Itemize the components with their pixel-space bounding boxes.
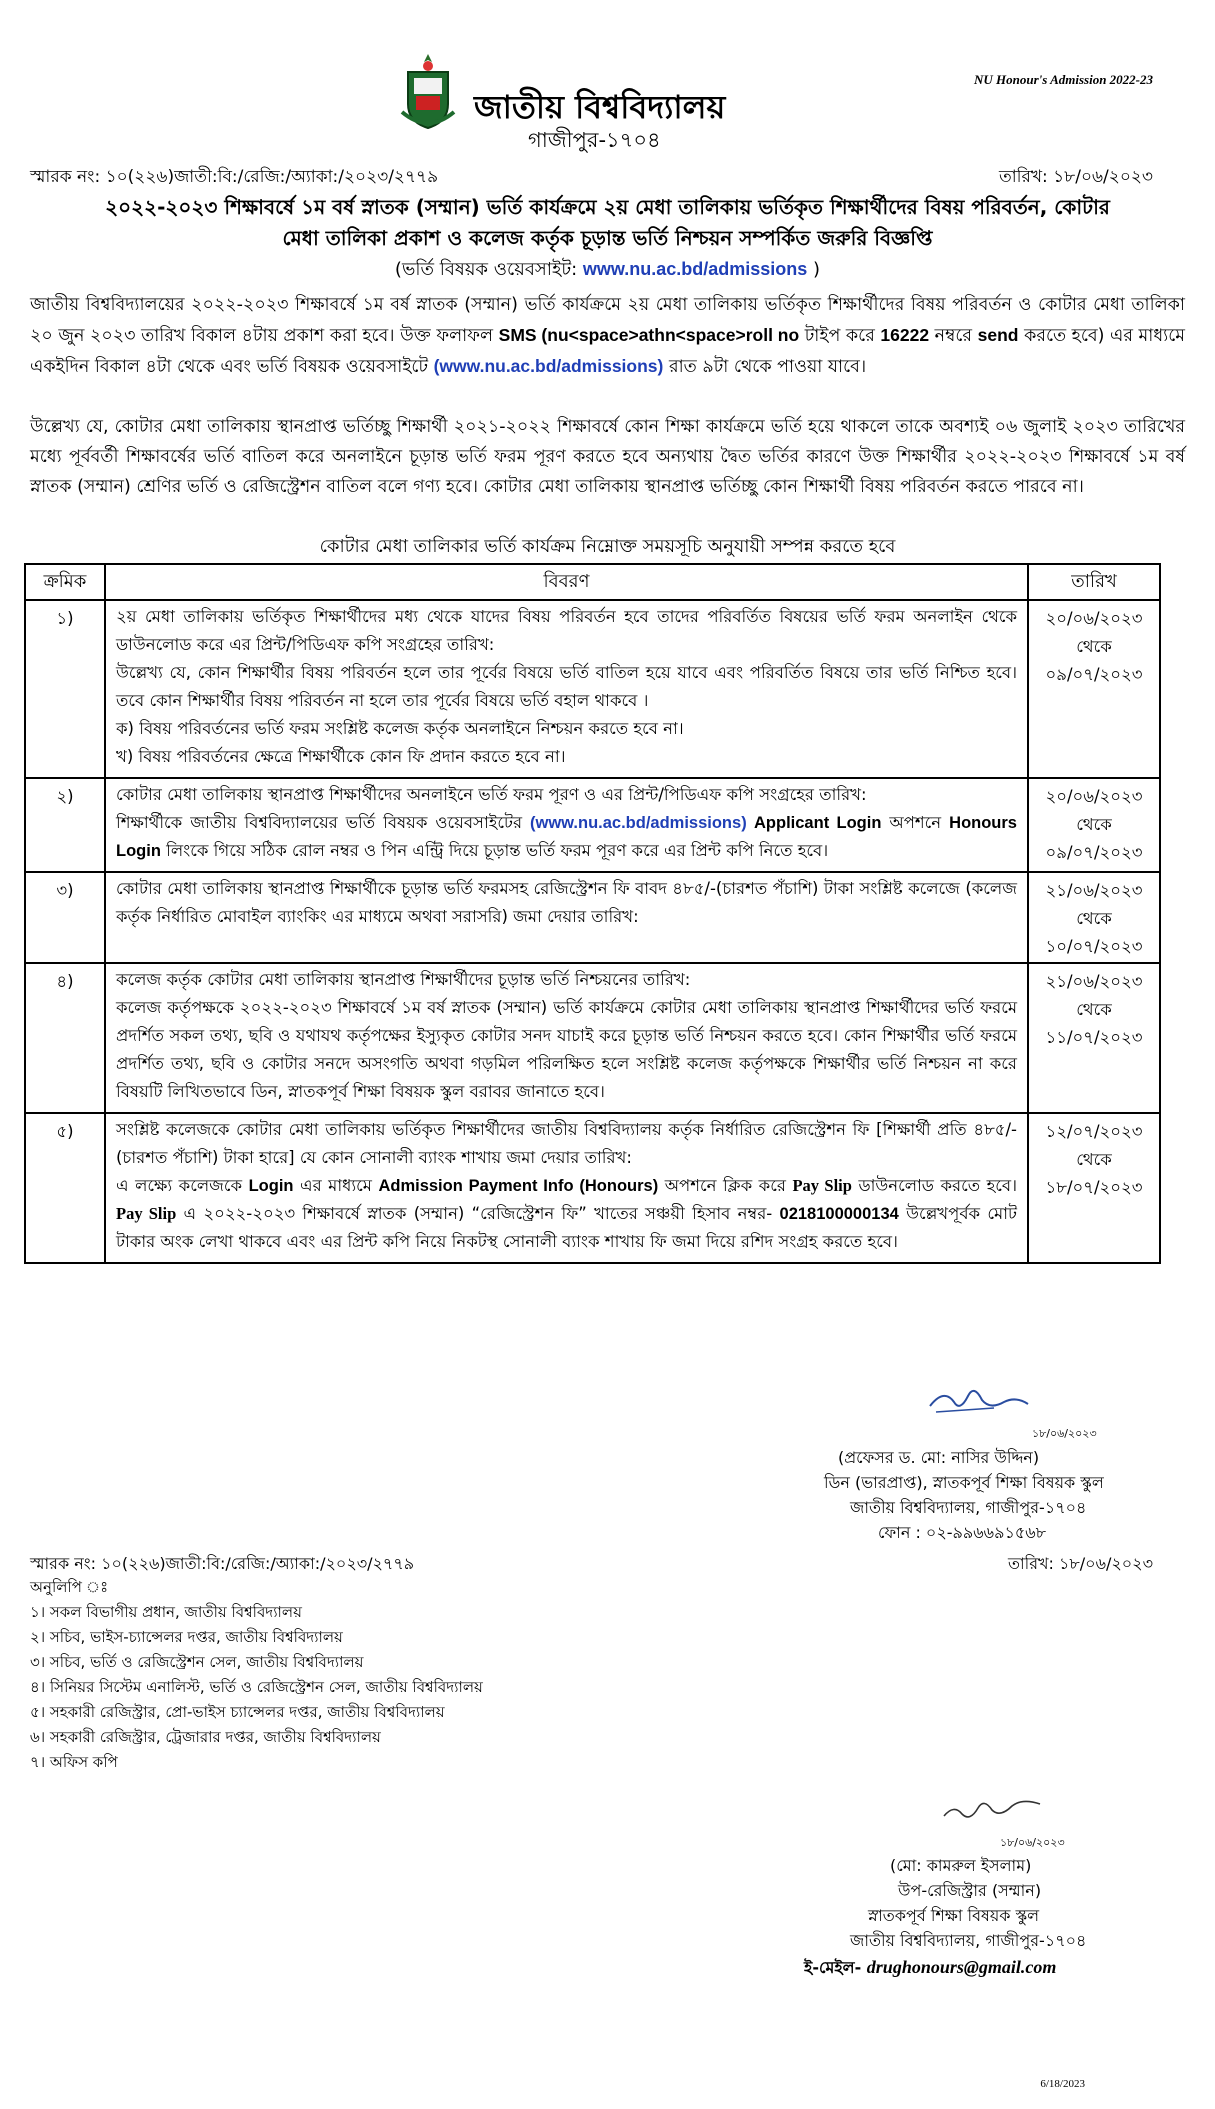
copy-item: ২। সচিব, ভাইস-চ্যান্সেলর দপ্তর, জাতীয় বিশ্ববিদ্যালয়: [30, 1628, 343, 1646]
row1-line: ২য় মেধা তালিকায় ভর্তিকৃত শিক্ষার্থীদের মধ্য থেকে যাদের বিষয় পরিবর্তন হবে তাদের পরিবর্তিত বিষয়ের ভর্তি ফরম অনলাইন থেকে ডাউনলোড করে এর প্রিন্ট/পিডিএফ কপি সংগ্রহের তারিখ:: [116, 607, 1017, 654]
row-serial: ৩): [25, 872, 105, 963]
sms-format: SMS (nu<space>athn<space>roll no: [498, 325, 800, 345]
table-row: [25, 1113, 1160, 1263]
row4-line: কলেজ কর্তৃক কোটার মেধা তালিকায় স্থানপ্রাপ্ত শিক্ষার্থীদের চূড়ান্ত ভর্তি নিশ্চয়নের তারিখ:: [116, 970, 691, 989]
table-header-row: [25, 564, 1160, 600]
table-row: [25, 778, 1160, 872]
date-mid: থেকে: [1076, 1000, 1112, 1019]
email-line: [804, 1955, 1056, 1980]
row-description: [105, 778, 1028, 872]
row-description: [105, 600, 1028, 778]
header-description: বিবরণ: [105, 564, 1028, 600]
date-to: ১০/০৭/২০২৩: [1045, 937, 1143, 956]
row-dates: [1028, 778, 1160, 872]
date-from: ২১/০৬/২০২৩: [1045, 972, 1143, 991]
footer-date: 6/18/2023: [1040, 2078, 1085, 2090]
admission-tag: NU Honour's Admission 2022-23: [973, 72, 1153, 87]
row1-line: ক) বিষয় পরিবর্তনের ভর্তি ফরম সংশ্লিষ্ট কলেজ কর্তৃক অনলাইনে নিশ্চয়ন করতে হবে না।: [116, 719, 684, 738]
notice-title-line-1: ২০২২-২০২৩ শিক্ষাবর্ষে ১ম বর্ষ স্নাতক (সম্মান) ভর্তি কার্যক্রমে ২য় মেধা তালিকায় ভর্তিকৃত শিক্ষার্থীদের বিষয় পরিবর্তন, কোটার: [105, 195, 1110, 219]
row-description: [105, 963, 1028, 1113]
copy-date: তারিখ: ১৮/০৬/২০২৩: [1008, 1554, 1153, 1573]
date-mid: থেকে: [1076, 637, 1112, 656]
notice-date: তারিখ: ১৮/০৬/২০২৩: [998, 167, 1153, 187]
deputy-registrar-signature-date: ১৮/০৬/২০২৩: [1000, 1836, 1065, 1849]
deputy-registrar-address: জাতীয় বিশ্ববিদ্যালয়, গাজীপুর-১৭০৪: [850, 1931, 1087, 1950]
website-line: [30, 254, 1185, 285]
date-mid: থেকে: [1076, 1150, 1112, 1169]
row2-text: লিংকে গিয়ে সঠিক রোল নম্বর ও পিন এন্ট্রি দিয়ে চূড়ান্ত ভর্তি ফরম পূরণ করে এর প্রিন্ট কপি নিতে হবে।: [160, 841, 829, 860]
applicant-login-label: Applicant Login: [746, 814, 882, 832]
row-description: কোটার মেধা তালিকায় স্থানপ্রাপ্ত শিক্ষার্থীকে চূড়ান্ত ভর্তি ফরমসহ রেজিস্ট্রেশন ফি বাবদ ৪৮৫/-(চারশত পঁচাশি) টাকা সংশ্লিষ্ট কলেজে (কলেজ কর্তৃক নির্ধারিত মোবাইল ব্যাংকিং এর মাধ্যমে অথবা সরাসরি) জমা দেয়ার তারিখ:: [105, 872, 1028, 963]
row-dates: [1028, 600, 1160, 778]
row2-line: কোটার মেধা তালিকায় স্থানপ্রাপ্ত শিক্ষার্থীদের অনলাইনে ভর্তি ফরম পূরণ ও এর প্রিন্ট/পিডিএফ কপি সংগ্রহের তারিখ:: [116, 785, 867, 804]
copy-heading: অনুলিপি ঃ: [30, 1578, 109, 1596]
copy-memo-number: স্মারক নং: ১০(২২৬)জাতী:বি:/রেজি:/অ্যাকা:/২০২৩/২৭৭৯: [30, 1554, 415, 1573]
website-prefix: (ভর্তি বিষয়ক ওয়েবসাইট:: [394, 259, 583, 280]
copy-item: ৩। সচিব, ভর্তি ও রেজিস্ট্রেশন সেল, জাতীয় বিশ্ববিদ্যালয়: [30, 1653, 364, 1671]
row5-line: সংশ্লিষ্ট কলেজকে কোটার মেধা তালিকায় ভর্তিকৃত শিক্ষার্থীদের জাতীয় বিশ্ববিদ্যালয় কর্তৃক নির্ধারিত রেজিস্ট্রেশন ফি [শিক্ষার্থী প্রতি ৪৮৫/- (চারশত পঁচাশি) টাকা হারে] যে কোন সোনালী ব্যাংক শাখায় জমা দেয়ার তারিখ:: [116, 1120, 1017, 1167]
date-to: ১৮/০৭/২০২৩: [1045, 1178, 1143, 1197]
deputy-registrar-school: স্নাতকপূর্ব শিক্ষা বিষয়ক স্কুল: [868, 1906, 1040, 1925]
dean-name: (প্রফেসর ড. মো: নাসির উদ্দিন): [838, 1448, 1040, 1467]
date-mid: থেকে: [1076, 909, 1112, 928]
dean-phone: ফোন : ০২-৯৯৬৬৯১৫৬৮: [878, 1523, 1047, 1542]
payment-info-label: Admission Payment Info (Honours): [378, 1177, 659, 1195]
pay-slip-label: Pay Slip: [116, 1204, 177, 1223]
intro-text-1: জাতীয় বিশ্ববিদ্যালয়ের ২০২২-২০২৩ শিক্ষাবর্ষে ১ম বর্ষ স্নাতক (সম্মান) ভর্তি কার্যক্রমে ২য় মেধা তালিকায় ভর্তিকৃত শিক্ষার্থীদের বিষয় পরিবর্তন ও কোটার মেধা তালিকা ২০ জুন ২০২৩ তারিখ বিকাল ৪টায় প্রকাশ করা হবে। উক্ত ফলাফল: [30, 295, 1185, 346]
university-name: জাতীয় বিশ্ববিদ্যালয়: [474, 88, 726, 126]
dean-designation: ডিন (ভারপ্রাপ্ত), স্নাতকপূর্ব শিক্ষা বিষয়ক স্কুল: [824, 1473, 1104, 1492]
honours-login-label: Honours Login: [116, 814, 1017, 860]
row-dates: [1028, 872, 1160, 963]
table-row: [25, 600, 1160, 778]
date-to: ১১/০৭/২০২৩: [1045, 1028, 1143, 1047]
university-address: গাজীপুর-১৭০৪: [528, 128, 661, 152]
date-to: ০৯/০৭/২০২৩: [1045, 665, 1143, 684]
header-serial: ক্রমিক: [25, 564, 105, 600]
dean-address: জাতীয় বিশ্ববিদ্যালয়, গাজীপুর-১৭০৪: [850, 1498, 1087, 1517]
intro-paragraph: [30, 290, 1185, 382]
pay-slip-label: Pay Slip: [792, 1176, 852, 1195]
website-link[interactable]: www.nu.ac.bd/admissions: [582, 259, 808, 279]
date-from: ২১/০৬/২০২৩: [1045, 881, 1143, 900]
intro-text-2: টাইপ করে: [799, 326, 881, 346]
intro-text-3: নম্বরে: [929, 326, 978, 346]
row-serial: ৫): [25, 1113, 105, 1263]
quota-note-paragraph: উল্লেখ্য যে, কোটার মেধা তালিকায় স্থানপ্রাপ্ত ভর্তিচ্ছু শিক্ষার্থী ২০২১-২০২২ শিক্ষাবর্ষে কোন শিক্ষা কার্যক্রমে ভর্তি হয়ে থাকলে তাকে অবশ্যই ০৬ জুলাই ২০২৩ তারিখের মধ্যে পূর্ববর্তী শিক্ষাবর্ষের ভর্তি বাতিল করে অনলাইনে চূড়ান্ত ভর্তি ফরম পূরণ করতে হবে অন্যথায় দ্বৈত ভর্তির কারণে উক্ত শিক্ষার্থীর ২০২২-২০২৩ শিক্ষাবর্ষে ১ম বর্ষ স্নাতক (সম্মান) শ্রেণির ভর্তি ও রেজিস্ট্রেশন বাতিল বলে গণ্য হবে। কোটার মেধা তালিকায় স্থানপ্রাপ্ত ভর্তিচ্ছু কোন শিক্ষার্থী বিষয় পরিবর্তন করতে পারবে না।: [30, 417, 1185, 497]
row-dates: [1028, 963, 1160, 1113]
row-serial: ৪): [25, 963, 105, 1113]
memo-number: স্মারক নং: ১০(২২৬)জাতী:বি:/রেজি:/অ্যাকা:/২০২৩/২৭৭৯: [30, 167, 439, 187]
copy-item: ১। সকল বিভাগীয় প্রধান, জাতীয় বিশ্ববিদ্যালয়: [30, 1603, 302, 1621]
row2-text: শিক্ষার্থীকে জাতীয় বিশ্ববিদ্যালয়ের ভর্তি বিষয়ক ওয়েবসাইটের: [116, 813, 531, 832]
intro-text-4: করতে হবে) এর মাধ্যমে একইদিন বিকাল ৪টা থেকে এবং ভর্তি বিষয়ক ওয়েবসাইটে: [30, 326, 1185, 377]
row2-text: অপশনে: [889, 813, 950, 832]
admission-link[interactable]: (www.nu.ac.bd/admissions): [433, 356, 664, 376]
deputy-registrar-name: (মো: কামরুল ইসলাম): [890, 1856, 1032, 1875]
row1-line: খ) বিষয় পরিবর্তনের ক্ষেত্রে শিক্ষার্থীকে কোন ফি প্রদান করতে হবে না।: [116, 747, 566, 766]
row-description: [105, 1113, 1028, 1263]
schedule-title: কোটার মেধা তালিকার ভর্তি কার্যক্রম নিম্নোক্ত সময়সূচি অনুযায়ী সম্পন্ন করতে হবে: [319, 536, 896, 557]
dean-signature: [924, 1378, 1034, 1418]
row4-line: কলেজ কর্তৃপক্ষকে ২০২২-২০২৩ শিক্ষাবর্ষে ১ম বর্ষ স্নাতক (সম্মান) ভর্তি কার্যক্রমে কোটার মেধা তালিকায় স্থানপ্রাপ্ত শিক্ষার্থীদের ভর্তি ফরমে প্রদর্শিত সকল তথ্য, ছবি ও যথাযথ কর্তৃপক্ষের ইস্যুকৃত কোটার সনদ যাচাই করে চূড়ান্ত ভর্তি নিশ্চয়ন করতে হবে। কোন শিক্ষার্থীর ভর্তি ফরমে প্রদর্শিত তথ্য, ছবি ও কোটার সনদে অসংগতি অথবা গড়মিল পরিলক্ষিত হলে সংশ্লিষ্ট কলেজ কর্তৃপক্ষকে শিক্ষার্থীর ভর্তি নিশ্চয়ন না করে বিষয়টি লিখিতভাবে ডিন, স্নাতকপূর্ব শিক্ষা বিষয়ক স্কুল বরাবর জানাতে হবে।: [116, 998, 1017, 1101]
email-address[interactable]: drughonours@gmail.com: [866, 1957, 1057, 1977]
date-mid: থেকে: [1076, 815, 1112, 834]
date-from: ২০/০৬/২০২৩: [1045, 609, 1143, 628]
sms-send: send: [977, 325, 1019, 345]
copy-item: ৭। অফিস কপি: [30, 1753, 118, 1771]
dean-signature-date: ১৮/০৬/২০২৩: [1032, 1427, 1097, 1440]
admission-link[interactable]: (www.nu.ac.bd/admissions): [530, 814, 747, 832]
row-serial: ১): [25, 600, 105, 778]
date-to: ০৯/০৭/২০২৩: [1045, 843, 1143, 862]
row5-line: এ লক্ষ্যে কলেজকে Login এর মাধ্যমে Admission Payment Info (Honours) অপশনে ক্লিক করে Pay Slip ডাউনলোড করতে হবে। Pay Slip এ ২০২২-২০২৩ শিক্ষাবর্ষে স্নাতক (সম্মান) “রেজিস্ট্রেশন ফি” খাতের সঞ্চয়ী হিসাব নম্বর- 0218100000134 উল্লেখপূর্বক মোট টাকার অংক লেখা থাকবে এবং এর প্রিন্ট কপি নিয়ে নিকটস্থ সোনালী ব্যাংক শাখায় ফি জমা দিয়ে রশিদ সংগ্রহ করতে হবে।: [116, 1176, 1017, 1251]
row-serial: ২): [25, 778, 105, 872]
row-dates: [1028, 1113, 1160, 1263]
date-from: ১২/০৭/২০২৩: [1045, 1122, 1143, 1141]
intro-text-5: রাত ৯টা থেকে পাওয়া যাবে।: [663, 357, 867, 377]
schedule-table: [24, 563, 1161, 1264]
table-row: [25, 963, 1160, 1113]
copy-item: ৪। সিনিয়র সিস্টেম এনালিস্ট, ভর্তি ও রেজিস্ট্রেশন সেল, জাতীয় বিশ্ববিদ্যালয়: [30, 1678, 483, 1696]
copy-item: ৫। সহকারী রেজিস্ট্রার, প্রো-ভাইস চ্যান্সেলর দপ্তর, জাতীয় বিশ্ববিদ্যালয়: [30, 1703, 445, 1721]
university-logo: [398, 52, 458, 132]
row1-line: উল্লেখ্য যে, কোন শিক্ষার্থীর বিষয় পরিবর্তন হলে তার পূর্বের বিষয়ে ভর্তি বাতিল হয়ে যাবে এবং পরিবর্তিত বিষয়ে তার ভর্তি নিশ্চিত হবে। তবে কোন শিক্ষার্থীর বিষয় পরিবর্তন না হলে তার পূর্বের বিষয়ে ভর্তি বহাল থাকবে ।: [116, 663, 1017, 710]
deputy-registrar-designation: উপ-রেজিস্ট্রার (সম্মান): [898, 1881, 1042, 1900]
copy-item: ৬। সহকারী রেজিস্ট্রার, ট্রেজারার দপ্তর, জাতীয় বিশ্ববিদ্যালয়: [30, 1728, 381, 1746]
login-label: Login: [248, 1177, 294, 1195]
row2-line: [116, 809, 1017, 865]
sms-number: 16222: [880, 325, 930, 345]
notice-title-line-2: মেধা তালিকা প্রকাশ ও কলেজ কর্তৃক চূড়ান্ত ভর্তি নিশ্চয়ন সম্পর্কিত জরুরি বিজ্ঞপ্তি: [282, 226, 933, 250]
website-suffix: ): [807, 259, 821, 280]
date-from: ২০/০৬/২০২৩: [1045, 787, 1143, 806]
email-label: ই-মেইল-: [804, 1958, 867, 1977]
account-number: 0218100000134: [779, 1205, 899, 1223]
header-date: তারিখ: [1028, 564, 1160, 600]
deputy-registrar-signature: [940, 1790, 1050, 1826]
table-row: [25, 872, 1160, 963]
